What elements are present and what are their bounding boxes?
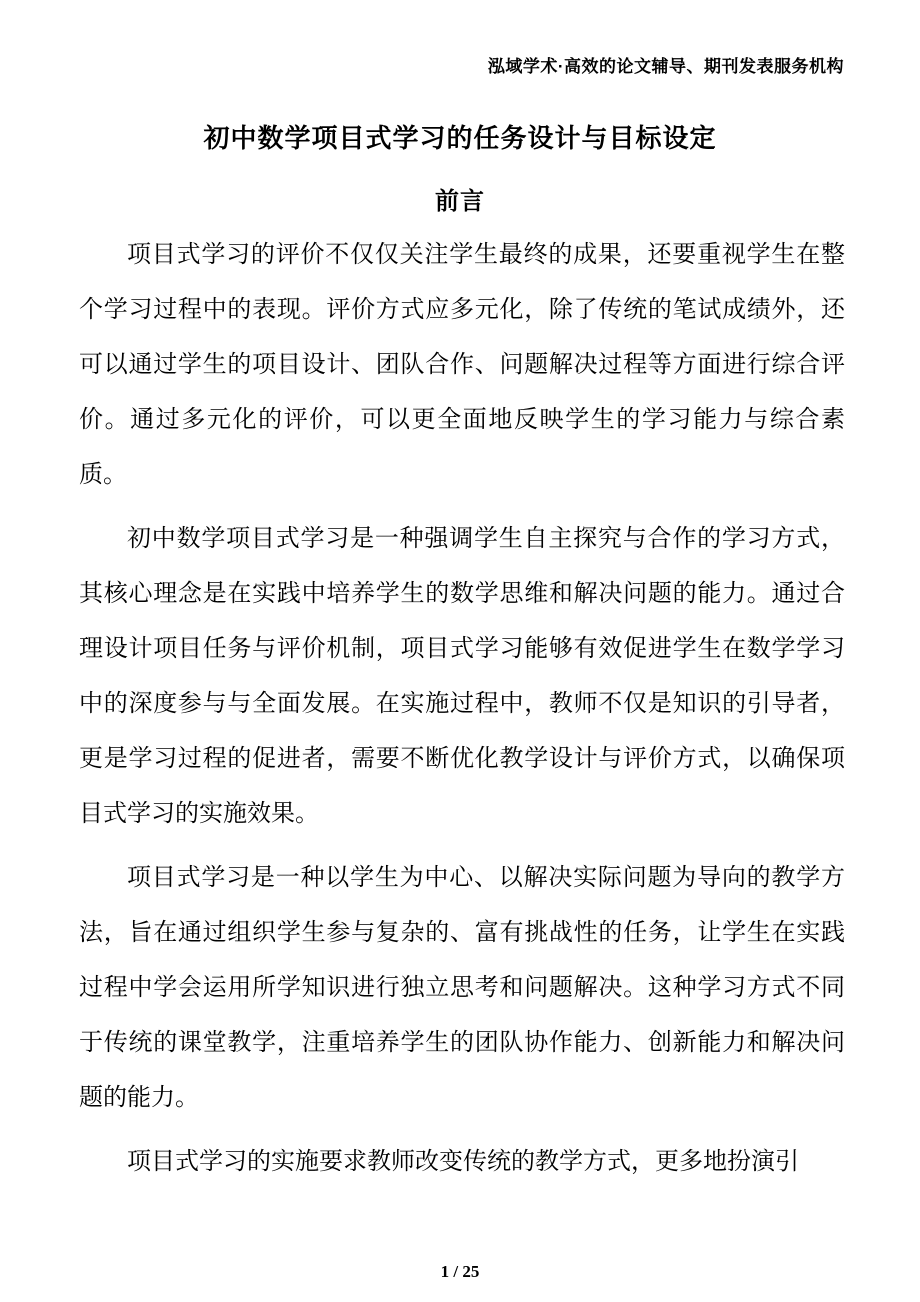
body-paragraph: 初中数学项目式学习是一种强调学生自主探究与合作的学习方式，其核心理念是在实践中培养学生的数学思维和解决问题的能力。通过合理设计项目任务与评价机制，项目式学习能够有效促进学生在数学学习中的深度参与与全面发展。在实施过程中，教师不仅是知识的引导者，更是学习过程的促进者，需要不断优化教学设计与评价方式，以确保项目式学习的实施效果。 [79, 526, 845, 827]
body-paragraph: 项目式学习是一种以学生为中心、以解决实际问题为导向的教学方法，旨在通过组织学生参与复杂的、富有挑战性的任务，让学生在实践过程中学会运用所学知识进行独立思考和问题解决。这种学习方式不同于传统的课堂教学，注重培养学生的团队协作能力、创新能力和解决问题的能力。 [79, 865, 845, 1111]
page-header-brand: 泓域学术·高效的论文辅导、期刊发表服务机构 [487, 57, 844, 76]
body-paragraph: 项目式学习的实施要求教师改变传统的教学方式，更多地扮演引 [127, 1149, 799, 1175]
document-body [79, 228, 845, 1199]
section-heading-foreword: 前言 [435, 188, 485, 215]
page-number-indicator: 1 / 25 [440, 1262, 480, 1281]
document-title: 初中数学项目式学习的任务设计与目标设定 [203, 123, 717, 153]
body-paragraph: 项目式学习的评价不仅仅关注学生最终的成果，还要重视学生在整个学习过程中的表现。评价方式应多元化，除了传统的笔试成绩外，还可以通过学生的项目设计、团队合作、问题解决过程等方面进行综合评价。通过多元化的评价，可以更全面地反映学生的学习能力与综合素质。 [79, 242, 845, 488]
